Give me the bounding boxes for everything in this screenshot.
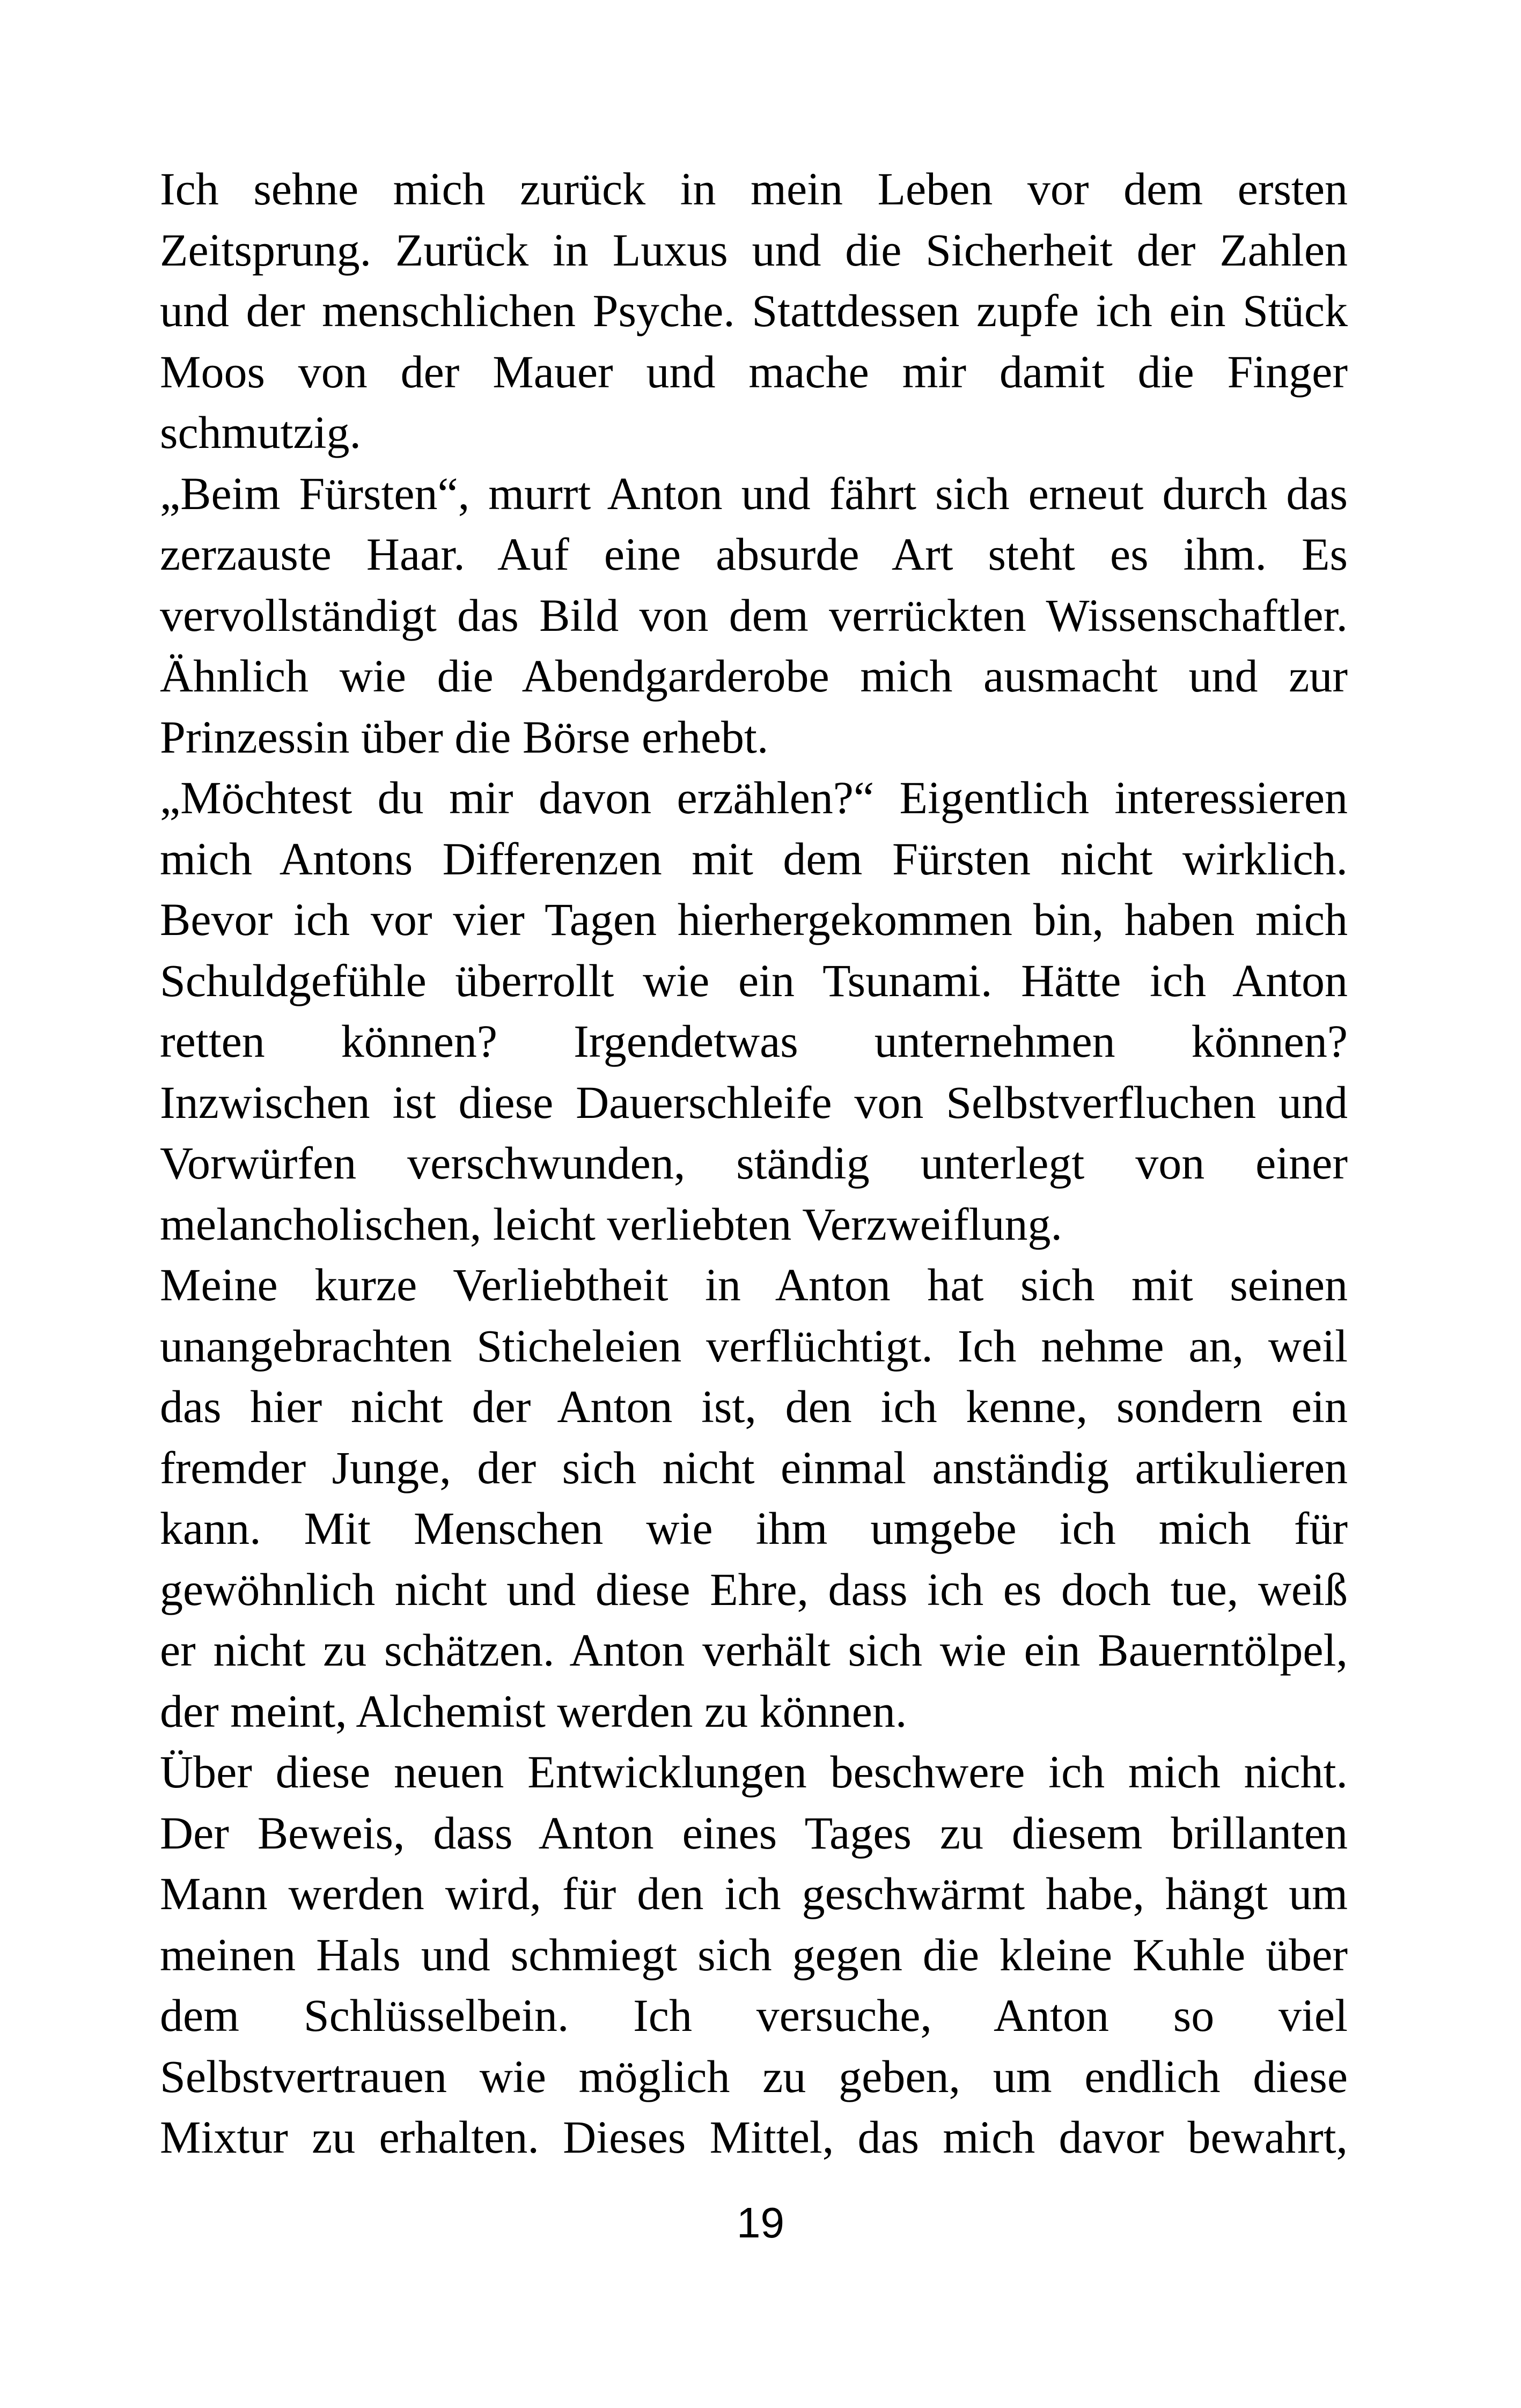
text-line: Vorwürfen verschwunden, ständig unterlegt von einer: [160, 1137, 1348, 1189]
text-line: Mann werden wird, für den ich geschwärmt habe, hängt um: [160, 1868, 1348, 1919]
text-line: das hier nicht der Anton ist, den ich kenne, sondern ein: [160, 1381, 1348, 1432]
text-line: Meine kurze Verliebtheit in Anton hat sich mit seinen: [160, 1259, 1348, 1310]
text-line: und der menschlichen Psyche. Stattdessen zupfe ich ein Stück: [160, 285, 1348, 336]
text-line: Ich sehne mich zurück in mein Leben vor dem ersten: [160, 163, 1348, 215]
text-line: Zeitsprung. Zurück in Luxus und die Sicherheit der Zahlen: [160, 224, 1348, 276]
text-line: „Beim Fürsten“, murrt Anton und fährt sich erneut durch das: [160, 467, 1348, 519]
text-line: Der Beweis, dass Anton eines Tages zu diesem brillanten: [160, 1807, 1348, 1859]
text-line: Selbstvertrauen wie möglich zu geben, um endlich diese: [160, 2050, 1348, 2102]
text-line: er nicht zu schätzen. Anton verhält sich wie ein Bauerntölpel,: [160, 1624, 1348, 1676]
body-text: [160, 159, 1348, 2168]
text-line: melancholischen, leicht verliebten Verzweiflung.: [160, 1198, 1062, 1250]
text-line: Prinzessin über die Börse erhebt.: [160, 711, 769, 763]
text-line: Bevor ich vor vier Tagen hierhergekommen bin, haben mich: [160, 894, 1348, 945]
text-line: Moos von der Mauer und mache mir damit die Finger: [160, 345, 1348, 397]
page-number: 19: [737, 2199, 784, 2247]
text-line: vervollständigt das Bild von dem verrückten Wissenschaftler.: [160, 589, 1348, 641]
text-line: gewöhnlich nicht und diese Ehre, dass ich es doch tue, weiß: [160, 1563, 1348, 1615]
text-line: Schuldgefühle überrollt wie ein Tsunami. Hätte ich Anton: [160, 954, 1348, 1006]
text-line: kann. Mit Menschen wie ihm umgebe ich mich für: [160, 1503, 1348, 1554]
text-line: zerzauste Haar. Auf eine absurde Art steht es ihm. Es: [160, 528, 1348, 580]
text-line: Mixtur zu erhalten. Dieses Mittel, das mich davor bewahrt,: [160, 2111, 1348, 2163]
text-line: der meint, Alchemist werden zu können.: [160, 1685, 907, 1737]
text-line: mich Antons Differenzen mit dem Fürsten nicht wirklich.: [160, 833, 1348, 885]
text-line: Inzwischen ist diese Dauerschleife von Selbstverfluchen und: [160, 1076, 1348, 1128]
text-line: meinen Hals und schmiegt sich gegen die kleine Kuhle über: [160, 1928, 1348, 1980]
text-line: schmutzig.: [160, 407, 361, 458]
text-line: Ähnlich wie die Abendgarderobe mich ausmacht und zur: [160, 650, 1348, 702]
text-line: Über diese neuen Entwicklungen beschwere ich mich nicht.: [160, 1746, 1348, 1798]
text-line: „Möchtest du mir davon erzählen?“ Eigentlich interessieren: [160, 772, 1348, 823]
text-line: unangebrachten Sticheleien verflüchtigt. Ich nehme an, weil: [160, 1320, 1348, 1372]
text-line: retten können? Irgendetwas unternehmen können?: [160, 1015, 1348, 1067]
text-line: dem Schlüsselbein. Ich versuche, Anton so viel: [160, 1990, 1348, 2041]
text-line: fremder Junge, der sich nicht einmal anständig artikulieren: [160, 1441, 1348, 1493]
